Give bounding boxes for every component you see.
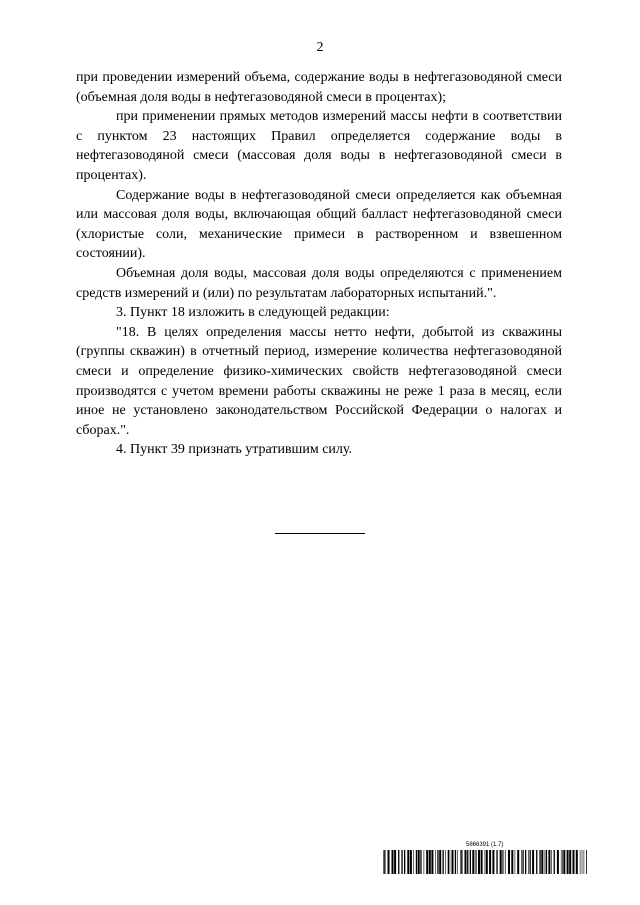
paragraph-4: Объемная доля воды, массовая доля воды определяются с применением средств измерений и (или) по результатам лабораторных испытаний.". xyxy=(76,265,562,301)
document-code: 5866391 (1.7) xyxy=(466,842,504,848)
paragraph-2: при применении прямых методов измерений массы нефти в соответствии с пунктом 23 настоящих Правил определяется содержание воды в нефтегазоводяной смеси (массовая доля воды в нефтегазоводяной смеси в процентах). xyxy=(76,109,562,183)
barcode-icon xyxy=(383,850,587,874)
end-separator-line xyxy=(275,533,365,534)
paragraph-6: "18. В целях определения массы нетто нефти, добытой из скважины (группы скважин) в отчетный период, измерение количества нефтегазоводяной смеси и определение физико-химических свойств нефтегазоводяной смеси производятся с учетом времени работы скважины не реже 1 раза в месяц, если иное не установлено законодательством Российской Федерации о налогах и сборах.". xyxy=(76,324,562,438)
paragraph-3: Содержание воды в нефтегазоводяной смеси определяется как объемная или массовая доля воды, включающая общий балласт нефтегазоводяной смеси (хлористые соли, механические примеси в растворенном и взвешенном состоянии). xyxy=(76,187,562,262)
paragraph-5: 3. Пункт 18 изложить в следующей редакции: xyxy=(116,305,390,321)
page-number: 2 xyxy=(316,40,324,55)
document-body xyxy=(76,68,562,460)
paragraph-1: при проведении измерений объема, содержание воды в нефтегазоводяной смеси (объемная доля воды в нефтегазоводяной смеси в процентах); xyxy=(76,70,562,105)
paragraph-7: 4. Пункт 39 признать утратившим силу. xyxy=(116,442,352,458)
